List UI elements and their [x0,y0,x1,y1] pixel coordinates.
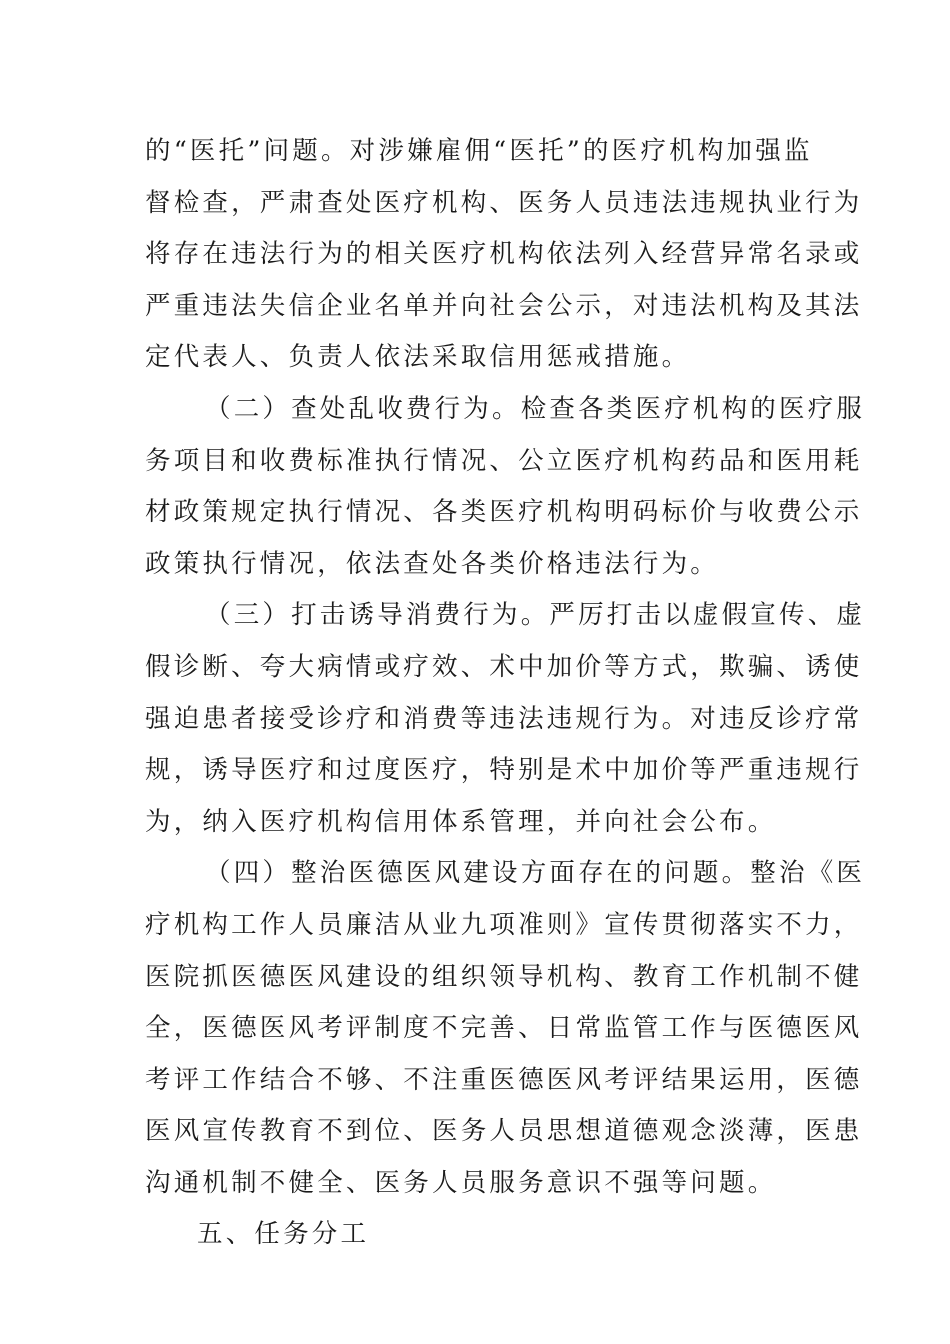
document-body [145,126,866,1261]
paragraph-item-2 [145,384,866,590]
text-line: 的“医托”问题。对涉嫌雇佣“医托”的医疗机构加强监 [145,136,813,166]
text-line: 强迫患者接受诊疗和消费等违法违规行为。对违反诊疗常 [145,703,863,734]
text-line: （二）查处乱收费行为。检查各类医疗机构的医疗服 [205,393,866,424]
text-line: 督检查，严肃查处医疗机构、医务人员违法违规执业行为 [145,187,863,218]
text-line: 沟通机制不健全、医务人员服务意识不强等问题。 [145,1167,777,1198]
text-line: 医院抓医德医风建设的组织领导机构、教育工作机制不健 [145,961,863,992]
text-line: 定代表人、负责人依法采取信用惩戒措施。 [145,342,691,373]
text-line: （四）整治医德医风建设方面存在的问题。整治《医 [205,858,866,889]
paragraph-item-3 [145,590,866,848]
text-line: 规，诱导医疗和过度医疗，特别是术中加价等严重违规行 [145,755,863,786]
text-line: 严重违法失信企业名单并向社会公示，对违法机构及其法 [145,290,863,321]
paragraph-continuation [145,126,863,384]
text-line: 医风宣传教育不到位、医务人员思想道德观念淡薄，医患 [145,1116,863,1147]
text-line: 材政策规定执行情况、各类医疗机构明码标价与收费公示 [145,497,863,528]
paragraph-item-4 [145,848,866,1209]
section-heading-text: 五、任务分工 [197,1219,370,1250]
text-line: 为，纳入医疗机构信用体系管理，并向社会公布。 [145,806,777,837]
text-line: 考评工作结合不够、不注重医德医风考评结果运用，医德 [145,1064,863,1095]
text-line: 假诊断、夸大病情或疗效、术中加价等方式，欺骗、诱使 [145,651,863,682]
text-line: 政策执行情况，依法查处各类价格违法行为。 [145,548,720,579]
section-heading [145,1209,810,1261]
text-line: 务项目和收费标准执行情况、公立医疗机构药品和医用耗 [145,445,863,476]
text-line: （三）打击诱导消费行为。严厉打击以虚假宣传、虚 [205,600,866,631]
text-line: 将存在违法行为的相关医疗机构依法列入经营异常名录或 [145,239,863,270]
text-line: 全，医德医风考评制度不完善、日常监管工作与医德医风 [145,1013,863,1044]
text-line: 疗机构工作人员廉洁从业九项准则》宣传贯彻落实不力， [145,909,863,940]
